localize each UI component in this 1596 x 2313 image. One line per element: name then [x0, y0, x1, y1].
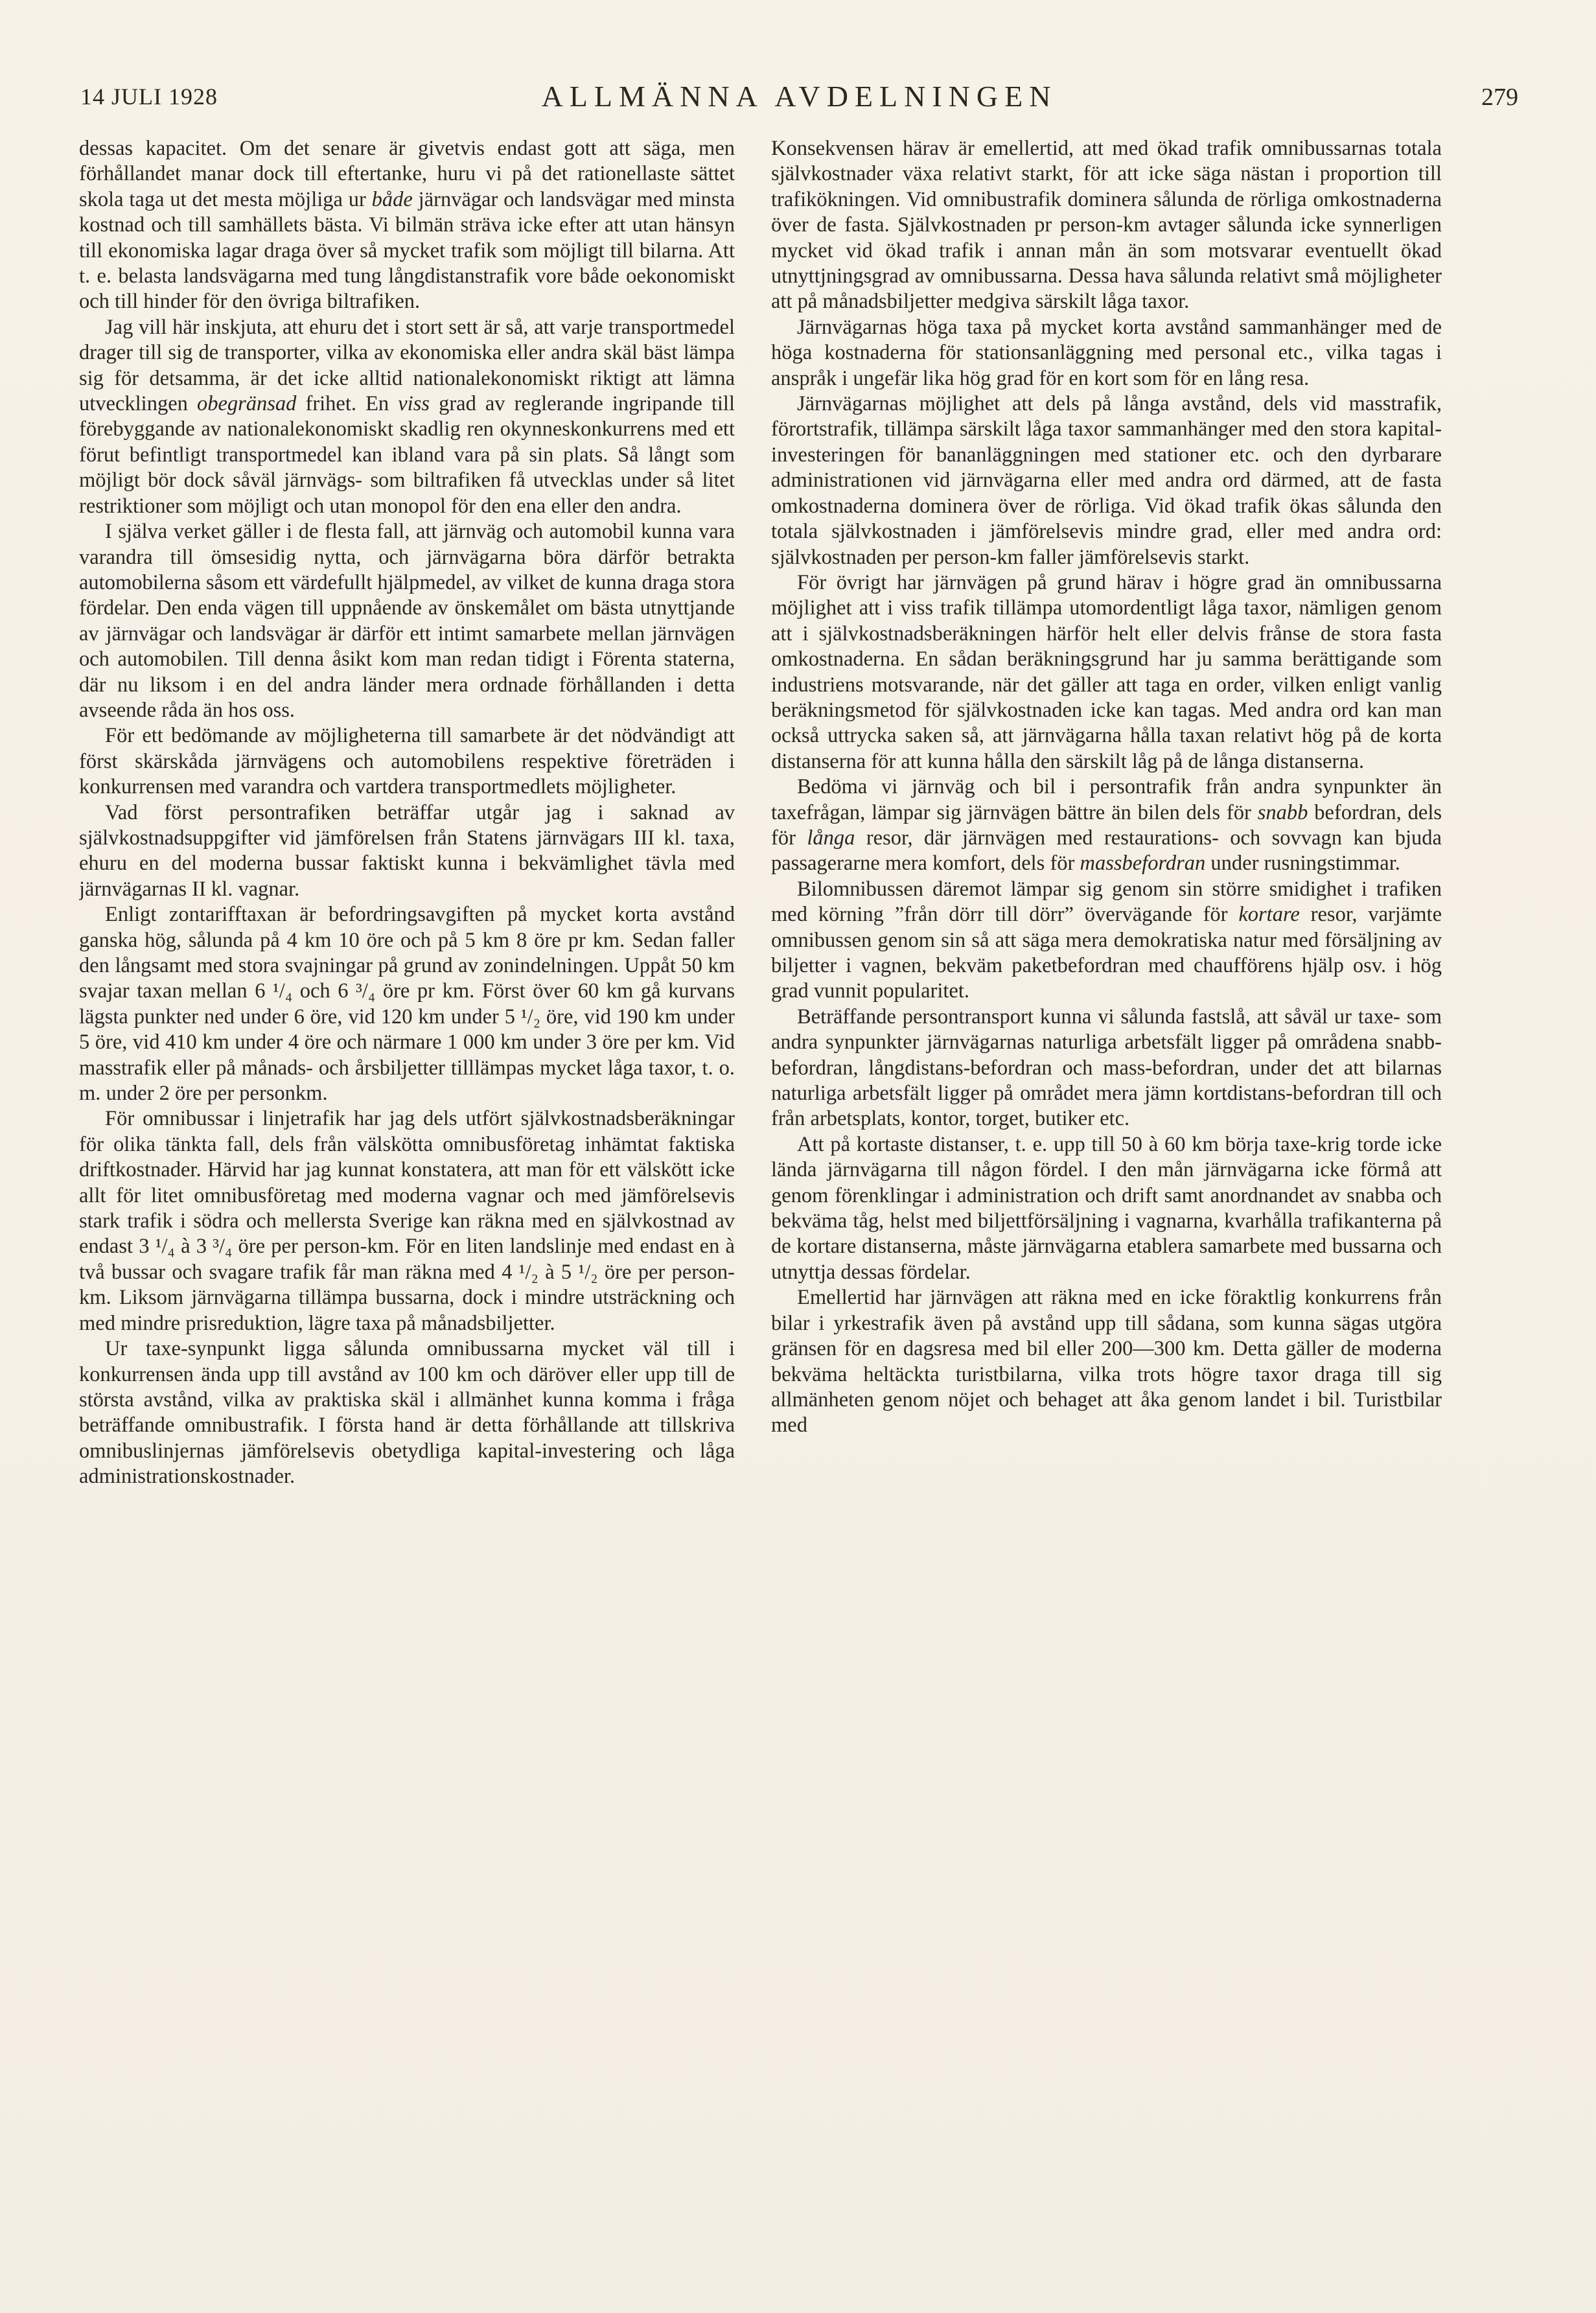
paragraph: Ur taxe-synpunkt ligga sålunda omnibussarna mycket väl till i konkurrensen ända upp till avstånd av 100 km och däröver eller upp till de största avstånd, vilka av praktiska skäl i allmänhet kunna komma i fråga beträffande omnibustrafik. I första hand är detta förhållande att tillskriva omnibuslinjernas jämförelsevis obetydliga kapital-investering och låga administrationskostnader. — [79, 1337, 735, 1489]
paragraph: Bedöma vi järnväg och bil i persontrafik från andra synpunkter än taxefrågan, lämpar sig järnvägen bättre än bilen dels för snabb befordran, dels för långa resor, där järnvägen med restaurations- och sovvagn kan bjuda passagerarne mera komfort, dels för massbefordran under rusningstimmar. — [771, 775, 1442, 876]
paragraph: Järnvägarnas höga taxa på mycket korta avstånd sammanhänger med de höga kostnaderna för stationsanläggning med personal etc., vilka tagas i anspråk i ungefär lika hög grad för en kort som för en lång resa. — [771, 315, 1442, 390]
paragraph: Bilomnibussen däremot lämpar sig genom sin större smidighet i trafiken med körning ”från dörr till dörr” övervägande för kortare resor, varjämte omnibussen genom sin så att säga mera demokratiska natur med försäljning av biljetter i vagnen, bekväm paketbefordran med chaufförens hjälp osv. i hög grad vunnit popularitet. — [771, 877, 1442, 1003]
paragraph: Beträffande persontransport kunna vi sålunda fastslå, att såväl ur taxe- som andra synpunkter järnvägarnas naturliga arbetsfält ligger på områdena snabb-befordran, långdistans-befordran och mass-befordran, under det att bilarnas naturliga arbetsfält ligger på området mera jämn kortdistans-befordran till och från arbetsplats, kontor, torget, butiker etc. — [771, 1005, 1442, 1131]
paragraph: För omnibussar i linjetrafik har jag dels utfört självkostnadsberäkningar för olika tänkta fall, dels från välskötta omnibusföretag inhämtat faktiska driftkostnader. Härvid har jag kunnat konstatera, att man för ett välskött icke allt för litet omnibusföretag med moderna vagnar och med jämförelsevis stark trafik i södra och mellersta Sverige kan räkna med en självkostnad av endast 3 ¹/₄ à 3 ³/₄ öre per person-km. För en liten landslinje med endast en à två bussar och svagare trafik får man räkna med 4 ¹/₂ à 5 ¹/₂ öre per person-km. Liksom järnvägarna tillämpa bussarna, dock i mindre utsträckning och med mindre prisreduktion, lägre taxa på månadsbiljetter. — [79, 1107, 735, 1335]
paragraph: Järnvägarnas möjlighet att dels på långa avstånd, dels vid masstrafik, förortstrafik, tillämpa särskilt låga taxor sammanhänger med den stora kapital-investeringen för bananläggningen med stationer etc. och den dyrbarare administrationen vid järnvägarna eller med andra ord därmed, att de fasta omkostnaderna dominera över de rörliga. Vid ökad trafik ökas sålunda den totala självkostnaden i jämförelsevis mindre grad, eller med andra ord: självkostnaden per person-km faller jämförelsevis starkt. — [771, 392, 1442, 569]
paragraph: Vad först persontrafiken beträffar utgår jag i saknad av självkostnadsuppgifter vid jämförelsen från Statens järnvägars III kl. taxa, ehuru en del moderna bussar faktiskt kunna i bekvämlighet tävla med järnvägarnas II kl. vagnar. — [79, 800, 735, 901]
header-date: 14 JULI 1928 — [80, 84, 218, 110]
emphasis: snabb — [1257, 800, 1308, 824]
right-column — [771, 136, 1442, 2288]
emphasis: långa — [807, 826, 855, 850]
paragraph: Konsekvensen härav är emellertid, att med ökad trafik omnibussarnas totala självkostnader växa relativt starkt, för att icke säga nästan i proportion till trafikökningen. Vid omnibustrafik dominera sålunda de rörliga omkostnaderna över de fasta. Självkostnaden pr person-km avtager sålunda icke synnerligen mycket vid ökad trafik i annan mån än som motsvarar eventuellt ökad utnyttjningsgrad av omnibussarna. Dessa hava sålunda relativt små möjligheter att på månadsbiljetter medgiva särskilt låga taxor. — [771, 137, 1442, 314]
emphasis: både — [371, 187, 413, 211]
paragraph: I själva verket gäller i de flesta fall, att järnväg och automobil kunna vara varandra till ömsesidig nytta, och järnvägarna böra därför betrakta automobilerna såsom ett värdefullt hjälpmedel, av vilket de kunna draga stora fördelar. Den enda vägen till uppnående av önskemålet om bästa utnyttjande av järnvägar och landsvägar är därför ett intimt samarbete mellan järnvägen och automobilen. Till denna åsikt kom man redan tidigt i Förenta staterna, där nu liksom i en del andra länder mera ordnade förhållanden i detta avseende råda än hos oss. — [79, 520, 735, 722]
paragraph: Att på kortaste distanser, t. e. upp till 50 à 60 km börja taxe-krig torde icke lända järnvägarna till någon fördel. I den mån järnvägarna icke förmå att genom förenklingar i administration och drift samt anordnandet av snabba och bekväma tåg, helst med biljettförsäljning i vagnarna, kvarhålla trafikanterna på de kortare distanserna, måste järnvägarna etablera samarbete med bussarna och utnyttja dessas fördelar. — [771, 1132, 1442, 1284]
paragraph: Enligt zontarifftaxan är befordringsavgiften på mycket korta avstånd ganska hög, sålunda på 4 km 10 öre och på 5 km 8 öre pr km. Sedan faller den långsamt med stora svajningar på grund av zonindelningen. Uppåt 50 km svajar taxan mellan 6 ¹/₄ och 6 ³/₄ öre pr km. Först över 60 km gå kurvans lägsta punkter ned under 6 öre, vid 120 km under 5 ¹/₂ öre, vid 190 km under 5 öre, vid 410 km under 4 öre och närmare 1 000 km under 3 öre per km. Vid masstrafik eller på månads- och årsbiljetter tilllämpas mycket låga taxor, t. o. m. under 2 öre per personkm. — [79, 903, 735, 1106]
header-section-title: ALLMÄNNA AVDELNINGEN — [541, 80, 1058, 113]
emphasis: kortare — [1238, 903, 1300, 927]
paragraph: Jag vill här inskjuta, att ehuru det i stort sett är så, att varje transportmedel drager till sig de transporter, vilka av ekonomiska eller andra skäl bäst lämpa sig för detsamma, är det icke alltid nationalekonomiskt riktigt att lämna utvecklingen obegränsad frihet. En viss grad av reglerande ingripande till förebyggande av nationalekonomiskt skadlig ren okynneskonkurrens med ett förut befintligt transportmedel kan ibland vara på sin plats. Så långt som möjligt bör dock såväl järnvägs- som biltrafiken få utvecklas under så litet restriktioner som möjligt och utan monopol för den ena eller den andra. — [79, 315, 735, 518]
paragraph: dessas kapacitet. Om det senare är givetvis endast gott att säga, men förhållandet manar dock till eftertanke, huru vi på det rationellaste sättet skola taga ut det mesta möjliga ur både järnvägar och landsvägar med minsta kostnad och till samhällets bästa. Vi bilmän sträva icke efter att utan hänsyn till ekonomiska lagar draga över så mycket trafik som möjligt till bilarna. Att t. e. belasta landsvägarna med tung långdistanstrafik vore både oekonomiskt och till hinder för den övriga biltrafiken. — [79, 137, 735, 314]
emphasis: obegränsad — [196, 392, 297, 416]
emphasis: viss — [398, 392, 430, 416]
page-number: 279 — [1481, 84, 1518, 111]
page-header — [80, 76, 1518, 122]
paragraph: För övrigt har järnvägen på grund härav i högre grad än omnibussarna möjlighet att i viss trafik tillämpa utomordentligt låga taxor, nämligen genom att i självkostnadsberäkningen härför helt eller delvis frånse de stora fasta omkostnaderna. En sådan beräkningsgrund har ju samma berättigande som industriens motsvarande, när det gäller att taga en order, vilken enligt vanlig beräkningsmetod för självkostnaden icke kan tagas. Med andra ord kan man också uttrycka saken så, att järnvägarna hålla taxan relativt hög på de korta distanserna för att kunna hålla den särskilt låg på de långa distanserna. — [771, 570, 1442, 773]
emphasis: massbefordran — [1080, 852, 1206, 876]
left-column — [79, 136, 735, 2288]
paragraph: Emellertid har järnvägen att räkna med en icke föraktlig konkurrens från bilar i yrkestrafik även på avstånd upp till sådana, som kunna sägas utgöra gränsen för en dagsresa med bil eller 200—300 km. Detta gäller de moderna bekväma heltäckta turistbilarna, vilka trots högre taxor draga till sig allmänheten genom nöjet och behaget att åka genom landet i bil. Turistbilar med — [771, 1286, 1442, 1437]
paragraph: För ett bedömande av möjligheterna till samarbete är det nödvändigt att först skärskåda järnvägens och automobilens respektive företräden i konkurrensen med varandra och vartdera transportmedlets möjligheter. — [79, 724, 735, 799]
